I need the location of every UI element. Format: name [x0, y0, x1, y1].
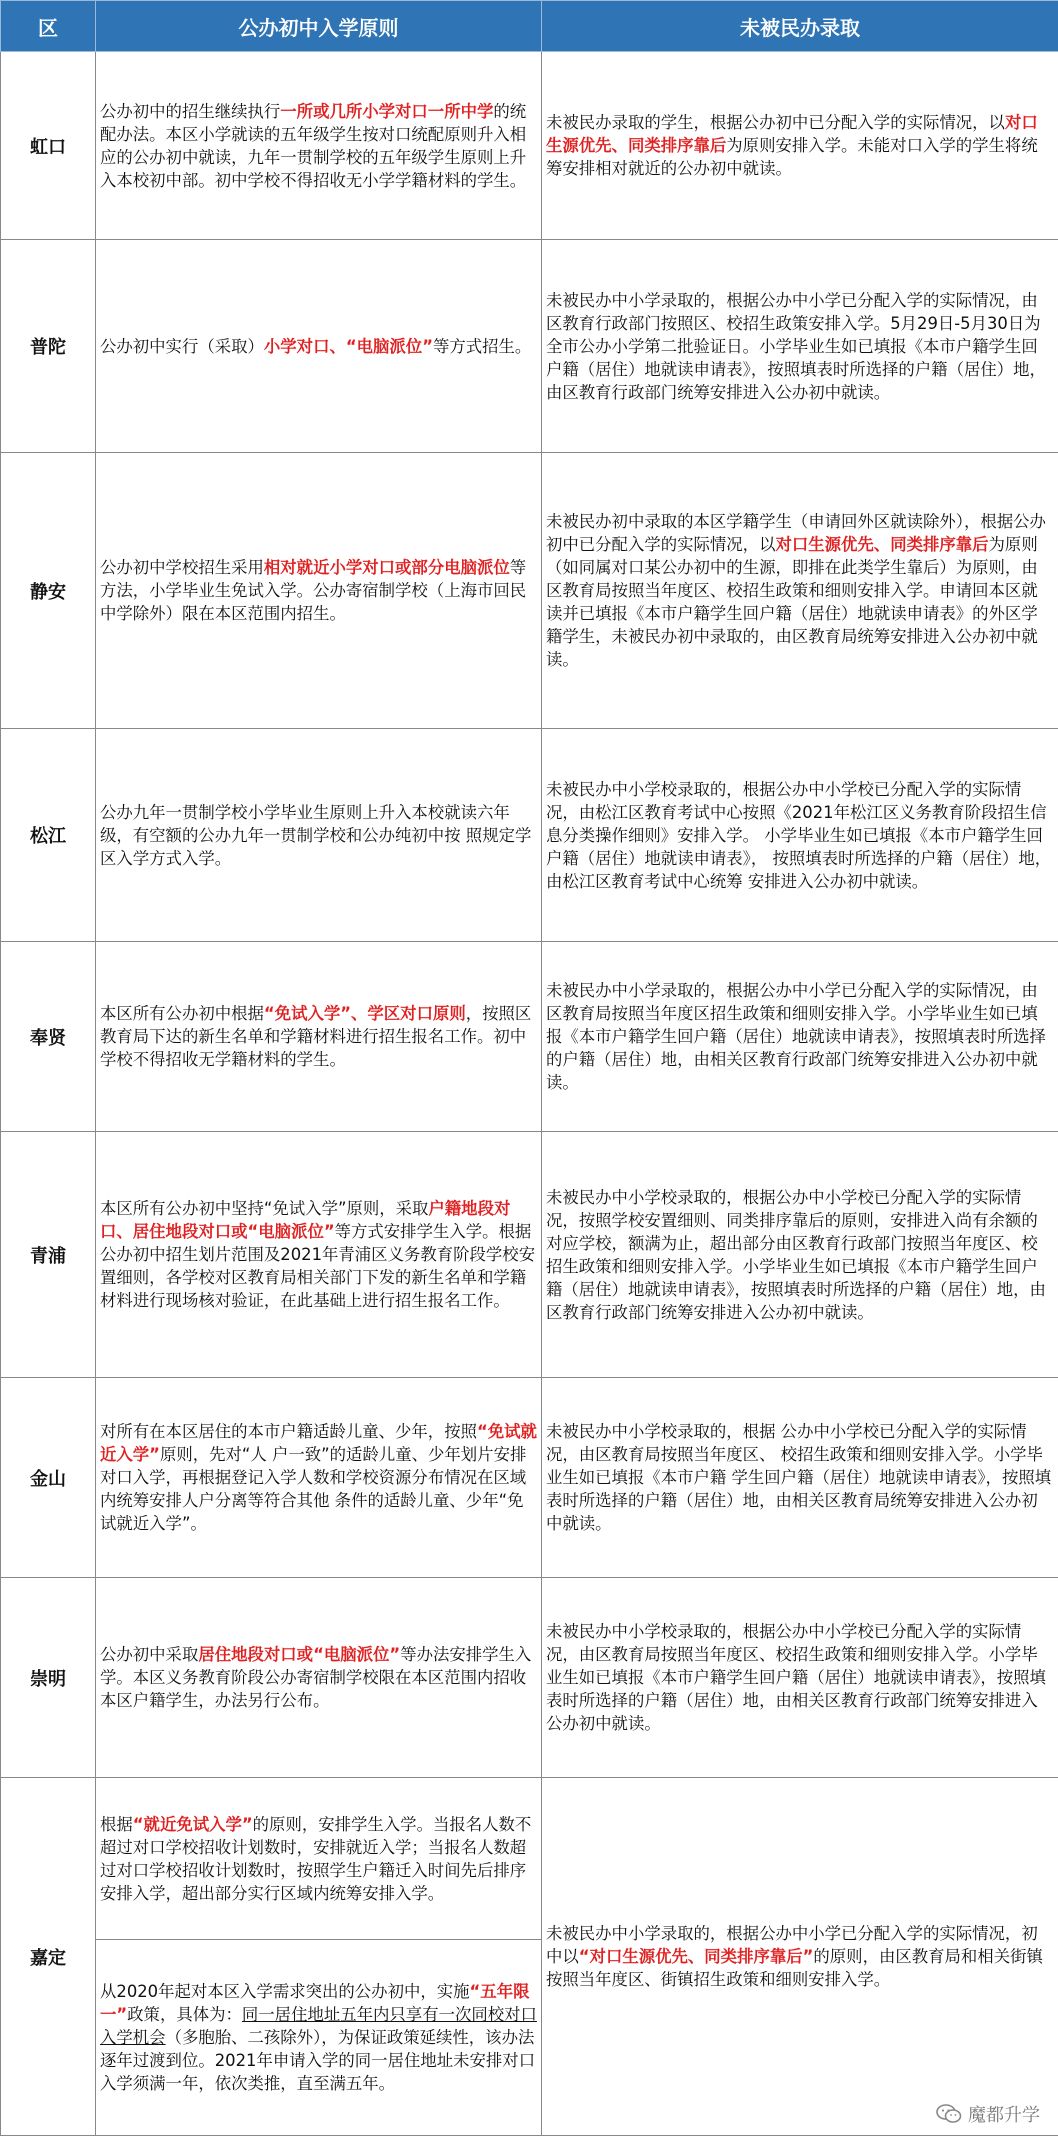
body-text: 公办初中的招生继续执行	[100, 101, 281, 121]
district-name: 普陀	[1, 240, 96, 453]
district-name: 奉贤	[1, 942, 96, 1132]
principle-cell	[96, 240, 542, 453]
district-name: 虹口	[1, 52, 96, 240]
principle-cell	[96, 1132, 542, 1378]
district-name: 青浦	[1, 1132, 96, 1378]
principle-cell	[96, 1378, 542, 1578]
body-text: 公办初中学校招生采用	[100, 558, 264, 577]
highlight-text: 对口生源优先、同类排序靠后	[775, 535, 989, 554]
body-text: 原则，先对“人 户一致”的适龄儿童、少年划片安排对口入学，再根据登记入学人数和学校资源分布情况在区域内统筹安排人户分离等符合其他 条件的适龄儿童、少年“免试就近入学”。	[100, 1445, 527, 1533]
body-text: 的原则，安排学生入学。当报名人数不超过对口学校招收计划数时，安排就近入学；当报名人数超过对口学校招收计划数时，按照学生户籍迁入时间先后排序安排入学，超出部分实行区域内统筹安排入学。	[100, 1814, 532, 1903]
principle-cell	[96, 453, 542, 729]
highlight-text: 一所或几所小学对口一所中学	[280, 101, 494, 121]
not-admitted-cell	[542, 1578, 1058, 1778]
header-district: 区	[1, 1, 96, 52]
body-text: 未被民办中小学录取的，根据公办中小学已分配入学的实际情况，由区教育行政部门按照区、校招生政策安排入学。5月29日-5月30日为全市公办小学第二批验证日。小学毕业生如已填报《本市户籍学生回户籍（居住）地就读申请表》，按照填表时所选择的户籍（居住）地，由区教育行政部门统筹安排进入公办初中就读。	[546, 290, 1046, 402]
principle-cell	[96, 52, 542, 240]
header-not-admitted: 未被民办录取	[542, 1, 1058, 52]
body-text: 等办法安排学生入学。本区义务教育阶段公办寄宿制学校限在本区范围内招收本区户籍学生，办法另行公布。	[100, 1645, 532, 1710]
not-admitted-cell	[542, 453, 1058, 729]
not-admitted-cell	[542, 942, 1058, 1132]
not-admitted-cell	[542, 52, 1058, 240]
not-admitted-cell	[542, 1132, 1058, 1378]
not-admitted-cell	[542, 729, 1058, 942]
body-text: 的统配办法。本区小学就读的五年级学生按对口统配原则升入相应的公办初中就读，九年一贯制学校的五年级学生原则上升入本校初中部。初中学校不得招收无小学学籍材料的学生。	[100, 101, 527, 190]
district-name: 嘉定	[1, 1778, 96, 2136]
district-name: 松江	[1, 729, 96, 942]
body-text: 对所有在本区居住的本市户籍适龄儿童、少年，按照	[100, 1422, 477, 1441]
body-text: 公办初中采取	[100, 1645, 199, 1664]
body-text: 公办九年一贯制学校小学毕业生原则上升入本校就读六年级，有空额的公办九年一贯制学校和公办纯初中按 照规定学区入学方式入学。	[100, 802, 532, 868]
body-text: 未被民办初中录取的本区学籍学生（申请回外区就读除外），根据公办初中已分配入学的实际情况，以	[546, 512, 1046, 554]
watermark-text: 魔都升学	[968, 2105, 1040, 2126]
principle-cell	[96, 729, 542, 942]
table-row	[1, 1378, 1058, 1578]
watermark	[936, 2101, 1040, 2127]
principle-cell	[96, 1940, 542, 2136]
body-text: 的原则，由区教育局和相关街镇按照当年度区、街镇招生政策和细则安排入学。	[546, 1947, 1043, 1989]
highlight-text: “免试就近入学”	[100, 1422, 537, 1464]
principle-cell	[96, 1578, 542, 1778]
body-text: 未被民办中小学校录取的，根据公办中小学校已分配入学的实际情况，由松江区教育考试中心按照《2021年松江区义务教育阶段招生信息分类操作细则》安排入学。 小学毕业生如已填报《本市户籍学生回户籍（居住）地就读申请表》， 按照填表时所选择的户籍（居住）地，由松江区教育考试中心统筹 安排进入公办初中就读。	[546, 779, 1052, 891]
body-text: （多胞胎、二孩除外），为保证政策延续性，该办法逐年过渡到位。2021年申请入学的同一居住地址未安排对口入学须满一年，依次类推，直至满五年。	[100, 2028, 536, 2093]
body-text: 根据	[100, 1814, 133, 1834]
body-text: 本区所有公办初中坚持“免试入学”原则，采取	[100, 1199, 429, 1218]
body-text: 为原则安排入学。未能对口入学的学生将统筹安排相对就近的公办初中就读。	[546, 136, 1038, 178]
header-row	[1, 1, 1058, 52]
highlight-text: 对口生源优先、同类排序靠后	[546, 113, 1038, 155]
body-text: 未被民办录取的学生，根据公办初中已分配入学的实际情况，以	[546, 113, 1005, 132]
highlight-text: 相对就近小学对口或部分电脑派位	[263, 558, 510, 577]
not-admitted-cell	[542, 1778, 1058, 2136]
table-row	[1, 729, 1058, 942]
table-row	[1, 1778, 1058, 1940]
body-text: 从2020年起对本区入学需求突出的公办初中，实施	[100, 1982, 470, 2001]
table-row	[1, 52, 1058, 240]
principle-cell	[96, 942, 542, 1132]
body-text: 为原则（如同属对口某公办初中的生源，即排在此类学生靠后）为原则，由区教育局按照当年度区、校招生政策和细则安排入学。申请回本区就读并已填报《本市户籍学生回户籍（居住）地就读申请表》的外区学籍学生，未被民办初中录取的，由区教育局统筹安排进入公办初中就读。	[546, 535, 1038, 669]
wechat-icon	[936, 2103, 962, 2125]
highlight-text: 居住地段对口或“电脑派位”	[198, 1645, 401, 1664]
body-text: 公办初中实行（采取）	[100, 336, 264, 356]
body-text: 未被民办中小学校录取的，根据 公办中小学校已分配入学的实际情况，由区教育局按照当年度区、 校招生政策和细则安排入学。小学毕业生如已填报《本市户籍 学生回户籍（居住）地就读申请表》，按照填表时所选择的户籍（居住）地，由相关区教育局统筹安排进入公办初中就读。	[546, 1422, 1052, 1533]
not-admitted-cell	[542, 1378, 1058, 1578]
body-text: 未被民办中小学校录取的，根据公办中小学校已分配入学的实际情况，由区教育局按照当年度区、校招生政策和细则安排入学。小学毕业生如已填报《本市户籍学生回户籍（居住）地就读申请表》，按照填表时所选择的户籍（居住）地，由相关区教育行政部门统筹安排进入公办初中就读。	[546, 1622, 1046, 1733]
highlight-text: 户籍地段对口、居住地段对口或“电脑派位”	[100, 1199, 511, 1241]
body-text: 未被民办中小学校录取的，根据公办中小学校已分配入学的实际情况，按照学校安置细则、同类排序靠后的原则，安排进入尚有余额的对应学校，额满为止，超出部分由区教育行政部门按照当年度区、校招生政策和细则安排入学。小学毕业生如已填报《本市户籍学生回户籍（居住）地就读申请表》，按照填表时所选择的户籍（居住）地，由区教育行政部门统筹安排进入公办初中就读。	[546, 1187, 1046, 1322]
highlight-text: “免试入学”、学区对口原则	[263, 1004, 466, 1023]
table-row	[1, 453, 1058, 729]
table-row	[1, 942, 1058, 1132]
body-text: 政策，具体为：	[127, 2005, 242, 2024]
body-text: 等方法，小学毕业生免试入学。公办寄宿制学校（上海市回民中学除外）限在本区范围内招生。	[100, 558, 527, 623]
principle-cell	[96, 1778, 542, 1940]
body-text: 等方式安排学生入学。根据公办初中招生划片范围及2021年青浦区义务教育阶段学校安置细则，各学校对区教育局相关部门下发的新生名单和学籍材料进行现场核对验证，在此基础上进行招生报名工作。	[100, 1222, 536, 1310]
body-text: 本区所有公办初中根据	[100, 1004, 264, 1023]
table-row	[1, 1578, 1058, 1778]
underlined-text: 同一居住地址五年内只享有一次同校对口入学机会	[100, 2005, 537, 2047]
table-row	[1, 240, 1058, 453]
highlight-text: “对口生源优先、同类排序靠后”	[578, 1947, 814, 1966]
district-name: 金山	[1, 1378, 96, 1578]
highlight-text: “就近免试入学”	[132, 1814, 253, 1834]
district-name: 静安	[1, 453, 96, 729]
not-admitted-cell	[542, 240, 1058, 453]
highlight-text: 小学对口、“电脑派位”	[263, 336, 433, 356]
header-public-principle: 公办初中入学原则	[96, 1, 542, 52]
body-text: ，按照区教育局下达的新生名单和学籍材料进行招生报名工作。初中学校不得招收无学籍材料的学生。	[100, 1004, 532, 1069]
body-text: 未被民办中小学录取的，根据公办中小学已分配入学的实际情况，由区教育局按照当年度区招生政策和细则安排入学。小学毕业生如已填报《本市户籍学生回户籍（居住）地就读申请表》，按照填表时所选择的户籍（居住）地，由相关区教育行政部门统筹安排进入公办初中就读。	[546, 981, 1046, 1092]
highlight-text: “五年限一”	[100, 1982, 530, 2024]
district-name: 崇明	[1, 1578, 96, 1778]
body-text: 未被民办中小学录取的，根据公办中小学已分配入学的实际情况，初中以	[546, 1924, 1038, 1966]
table-row	[1, 1132, 1058, 1378]
body-text: 等方式招生。	[432, 336, 532, 356]
